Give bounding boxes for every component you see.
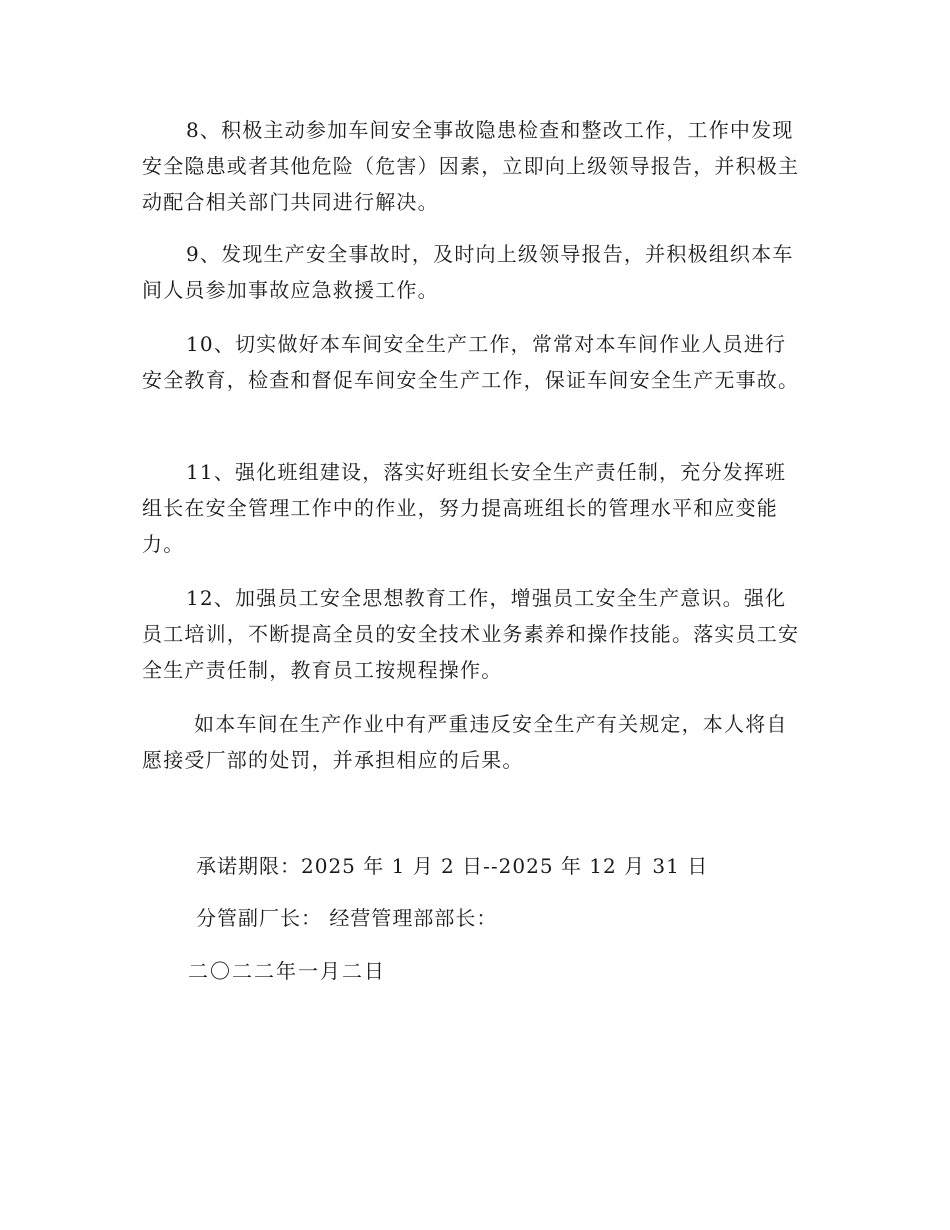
clause-11: 11、强化班组建设，落实好班组长安全生产责任制，充分发挥班组长在安全管理工作中的作业，努力提高班组长的管理水平和应变能力。 xyxy=(142,460,787,556)
clause-8: 8、积极主动参加车间安全事故隐患检查和整改工作，工作中发现安全隐患或者其他危险（危害）因素，立即向上级领导报告，并积极主动配合相关部门共同进行解决。 xyxy=(142,118,800,214)
clause-10: 10、切实做好本车间安全生产工作，常常对本车间作业人员进行安全教育，检查和督促车间安全生产工作，保证车间安全生产无事故。 xyxy=(142,332,800,392)
document-date: 二〇二二年一月二日 xyxy=(188,959,386,983)
commitment-period: 承诺期限：2025 年 1 月 2 日--2025 年 12 月 31 日 xyxy=(196,854,709,878)
clause-9: 9、发现生产安全事故时，及时向上级领导报告，并积极组织本车间人员参加事故应急救援工作。 xyxy=(142,242,794,302)
signature-line: 分管副厂长： 经营管理部部长： xyxy=(196,906,498,930)
clause-12: 12、加强员工安全思想教育工作，增强员工安全生产意识。强化员工培训，不断提高全员的安全技术业务素养和操作技能。落实员工安全生产责任制，教育员工按规程操作。 xyxy=(142,586,800,682)
closing-statement: 如本车间在生产作业中有严重违反安全生产有关规定，本人将自愿接受厂部的处罚，并承担相应的后果。 xyxy=(142,712,788,772)
